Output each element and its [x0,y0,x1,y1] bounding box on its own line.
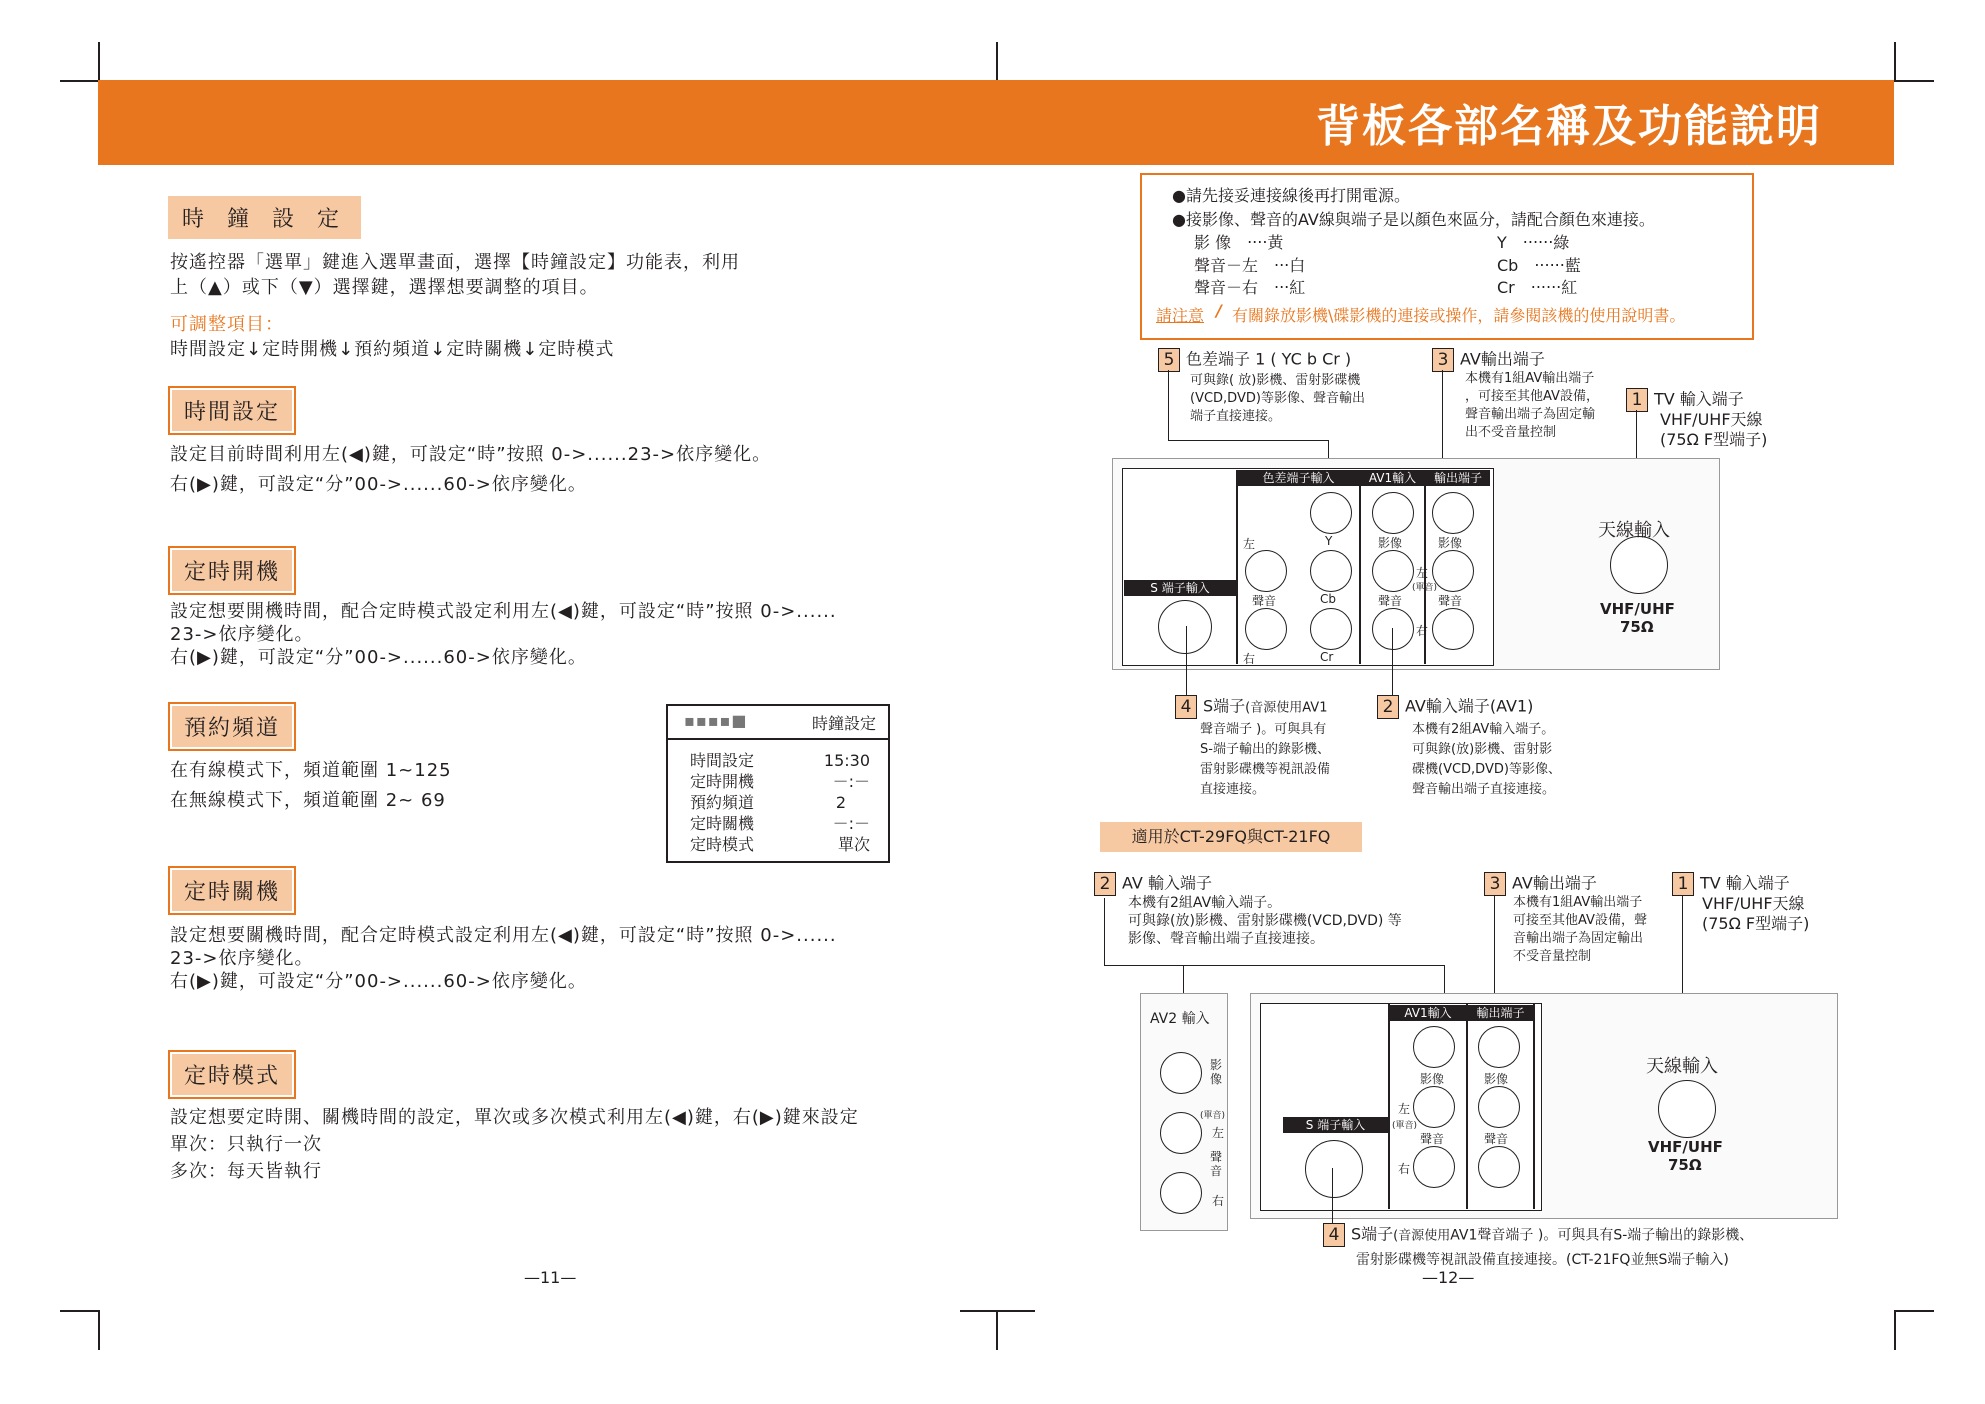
component-cr-jack [1310,608,1352,650]
menu-row: 時間設定 15:30 [690,751,870,770]
menu-row: 定時關機 －:－ [690,814,870,833]
av2-audio-right-jack [1160,1172,1202,1214]
av2-label: AV2 輸入 [1150,1011,1210,1027]
reserve-channel-heading: 預約頻道 [168,702,296,751]
menu-title: 時鐘設定 [811,714,876,733]
crop-mark [1894,80,1934,82]
out-audio-right-jack [1432,608,1474,650]
callout-1: 1 TV 輸入端子 [1626,388,1744,412]
time-setting-heading: 時間設定 [168,386,296,435]
crop-mark [1894,1310,1896,1350]
callout-3: 3 AV輸出端子 [1432,348,1545,372]
timer-off-text: 設定想要關機時間，配合定時模式設定利用左(◀)鍵，可設定“時”按照 0->...... 23->依序變化。 右(▶)鍵，可設定“分”00->......60->依序變化。 [170,925,837,992]
reserve-channel-text: 在有線模式下，頻道範圍 1~125 在無線模式下，頻道範圍 2~ 69 [170,760,452,811]
page-number-right: —12— [1422,1268,1475,1287]
crop-mark [960,1310,1035,1312]
crop-mark [60,1310,100,1312]
component-input-header: 色差端子輸入 [1238,470,1359,486]
s-input-header-2: S 端子輸入 [1283,1117,1388,1133]
av1-audio-right-jack [1372,608,1414,650]
callout-4b: 4 S端子(音源使用AV1聲音端子 )。可與具有S-端子輸出的錄影機、 [1323,1223,1753,1247]
s-video-jack [1158,600,1212,654]
antenna-jack [1610,536,1668,594]
callout-4: 4 S端子(音源使用AV1 [1175,695,1327,719]
av2-audio-left-jack [1160,1112,1202,1154]
antenna-label: 天線輸入 [1598,520,1670,541]
header-banner [98,80,1894,165]
out-audio-left-jack-2 [1478,1086,1520,1128]
output-header-2: 輸出端子 [1468,1005,1533,1021]
av1-audio-right-jack-2 [1413,1146,1455,1188]
page-number-left: —11— [524,1268,577,1287]
warning-icon: / [1216,301,1222,320]
s-input-header: S 端子輸入 [1124,580,1236,596]
clock-setting-heading: 時 鐘 設 定 [168,196,361,239]
av1-input-header: AV1輸入 [1361,470,1424,486]
menu-row: 定時開機 －:－ [690,772,870,791]
av1-input-header-2: AV1輸入 [1390,1005,1466,1021]
out-audio-left-jack [1432,550,1474,592]
connection-notice: ●請先接妥連接線後再打開電源。 ●接影像、聲音的AV線與端子是以顏色來區分，請配合顏色來連接。 影 像 ‧‧‧‧黃 聲音－左 ‧‧‧白 聲音－右 ‧‧‧紅 Y ‧‧‧‧‧‧綠 Cb ‧‧‧‧‧‧藍 Cr ‧‧‧‧‧‧紅 請注意 / 有關錄放影機\碟影機的連接或操作，請參閱該機的使用說明書。 [1140,173,1754,340]
out-video-jack [1432,492,1474,534]
timer-mode-heading: 定時模式 [168,1050,296,1099]
callout-2: 2 AV輸入端子(AV1) [1377,695,1533,719]
audio-right-jack [1245,608,1287,650]
menu-icon: ▪▪▪▪■ [684,711,748,730]
callout-1b: 1 TV 輸入端子 [1672,872,1790,896]
crop-mark [98,42,100,82]
audio-left-jack [1245,550,1287,592]
crop-mark [996,42,998,82]
output-header: 輸出端子 [1426,470,1490,486]
av1-video-jack-2 [1413,1026,1455,1068]
menu-row: 定時模式 單次 [690,835,870,854]
warning-label: 請注意 [1156,306,1205,325]
clock-setting-menu [666,704,890,863]
warning-text: 有關錄放影機\碟影機的連接或操作，請參閱該機的使用說明書。 [1232,306,1686,325]
adjustable-label: 可調整項目： [170,314,284,335]
clock-intro: 按遙控器「選單」鍵進入選單畫面，選擇【時鐘設定】功能表，利用 上（▲）或下（▼）選擇鍵，選擇想要調整的項目。 [170,252,740,298]
out-audio-right-jack-2 [1478,1146,1520,1188]
component-y-jack [1310,492,1352,534]
callout-2b: 2 AV 輸入端子 [1094,872,1212,896]
crop-mark [996,1310,998,1350]
callout-3b: 3 AV輸出端子 [1484,872,1597,896]
crop-mark [1894,42,1896,82]
antenna-jack-2 [1658,1080,1716,1138]
av2-video-jack [1160,1052,1202,1094]
model-tag: 適用於CT-29FQ與CT-21FQ [1100,822,1362,852]
out-video-jack-2 [1478,1026,1520,1068]
callout-5: 5 色差端子 1 ( YC b Cr ) [1158,348,1351,372]
page-title: 背板各部名稱及功能說明 [1316,101,1822,152]
antenna-label-2: 天線輸入 [1646,1056,1718,1077]
crop-mark [98,1310,100,1350]
adjustable-items: 時間設定↓定時開機↓預約頻道↓定時關機↓定時模式 [170,339,615,360]
component-cb-jack [1310,550,1352,592]
av1-audio-left-jack-2 [1413,1086,1455,1128]
menu-row: 預約頻道 2 [690,793,846,812]
timer-on-heading: 定時開機 [168,546,296,595]
time-setting-text: 設定目前時間利用左(◀)鍵，可設定“時”按照 0->......23->依序變化。 右(▶)鍵，可設定“分”00->......60->依序變化。 [170,444,772,495]
s-video-jack-2 [1305,1140,1363,1198]
crop-mark [1894,1310,1934,1312]
av1-video-jack [1372,492,1414,534]
av1-audio-left-jack [1372,550,1414,592]
timer-mode-text: 設定想要定時開、關機時間的設定，單次或多次模式利用左(◀)鍵，右(▶)鍵來設定 單次：只執行一次 多次：每天皆執行 [170,1107,859,1182]
timer-on-text: 設定想要開機時間，配合定時模式設定利用左(◀)鍵，可設定“時”按照 0->...... 23->依序變化。 右(▶)鍵，可設定“分”00->......60->依序變化。 [170,601,837,668]
timer-off-heading: 定時關機 [168,866,296,915]
crop-mark [60,80,100,82]
